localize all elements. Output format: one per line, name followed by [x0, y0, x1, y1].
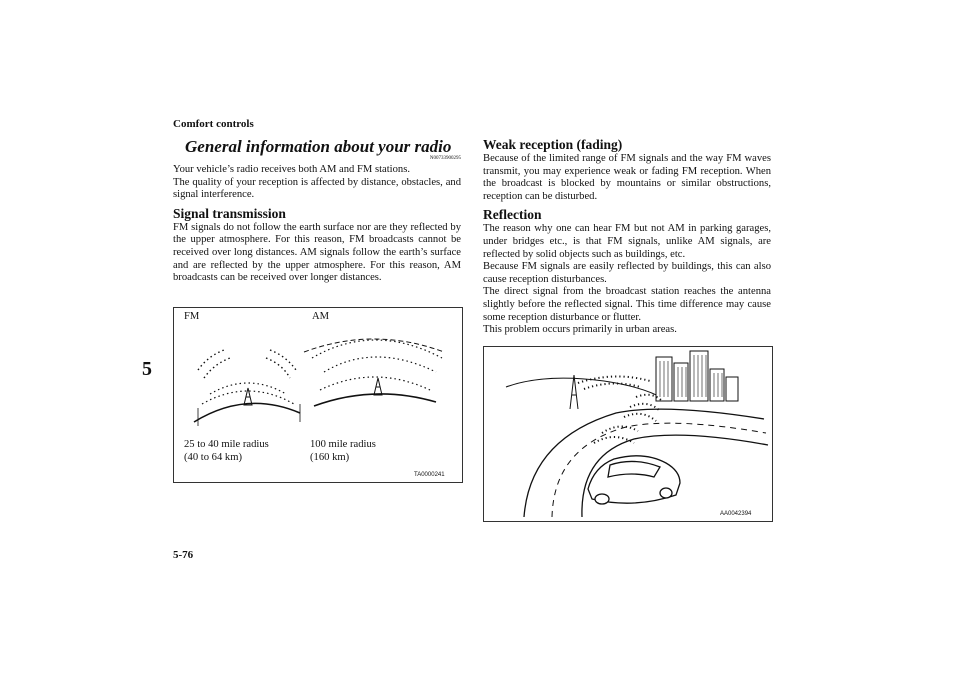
- figure-code: AA0042394: [720, 511, 752, 517]
- weak-reception-text: Because of the limited range of FM signals and the way FM waves transmit, you may experience weak or fading FM reception. When the broadcast is blocked by mountains or similar obstructions, reception can be disturbed.: [483, 153, 771, 202]
- intro-paragraph-1: Your vehicle’s radio receives both AM and FM stations.: [173, 164, 410, 175]
- chapter-tab: 5: [142, 358, 152, 380]
- am-radius-label: 100 mile radius: [310, 439, 376, 450]
- reference-code: N00733900295: [429, 156, 461, 161]
- left-column: [173, 137, 461, 285]
- signal-transmission-text: FM signals do not follow the earth surface nor are they reflected by the upper atmosphere. For this reason, FM broadcasts cannot be received over long distances. AM signals follow the earth’s surface and are reflected by the upper atmosphere. For this reason, AM broadcasts can be received over longer distances.: [173, 221, 461, 284]
- am-label: AM: [312, 311, 330, 322]
- weak-reception-heading: Weak reception (fading): [483, 137, 623, 152]
- section-header: Comfort controls: [173, 118, 254, 130]
- reflection-paragraph-3: The direct signal from the broadcast station reaches the antenna slightly before the reflected signal. This time difference may cause some reception disturbance or flutter.: [483, 286, 771, 323]
- reflection-paragraph-4: This problem occurs primarily in urban areas.: [483, 324, 677, 336]
- reflection-figure: [483, 346, 773, 522]
- fm-radius-label: 25 to 40 mile radius: [184, 439, 269, 450]
- fm-label: FM: [184, 311, 200, 322]
- fm-am-range-figure: [173, 307, 463, 483]
- reflection-illustration: [484, 347, 772, 521]
- page-title: General information about your radio: [185, 137, 452, 156]
- am-radius-km-label: (160 km): [310, 452, 350, 463]
- intro-paragraph-2: The quality of your reception is affected by distance, obstacles, and signal interference.: [173, 176, 461, 201]
- reflection-paragraph-1: The reason why one can hear FM but not AM in parking garages, under bridges etc., is that FM signals, unlike AM signals, are reflected by solid objects such as buildings, etc.: [483, 223, 771, 260]
- page-number: 5-76: [173, 549, 194, 561]
- figure-code: TA0000241: [414, 472, 445, 478]
- right-column: [483, 137, 771, 337]
- signal-transmission-heading: Signal transmission: [173, 205, 286, 221]
- fm-radius-km-label: (40 to 64 km): [184, 452, 242, 463]
- reflection-heading: Reflection: [483, 207, 542, 223]
- reflection-paragraph-2: Because FM signals are easily reflected by buildings, this can also cause reception disturbances.: [483, 261, 771, 285]
